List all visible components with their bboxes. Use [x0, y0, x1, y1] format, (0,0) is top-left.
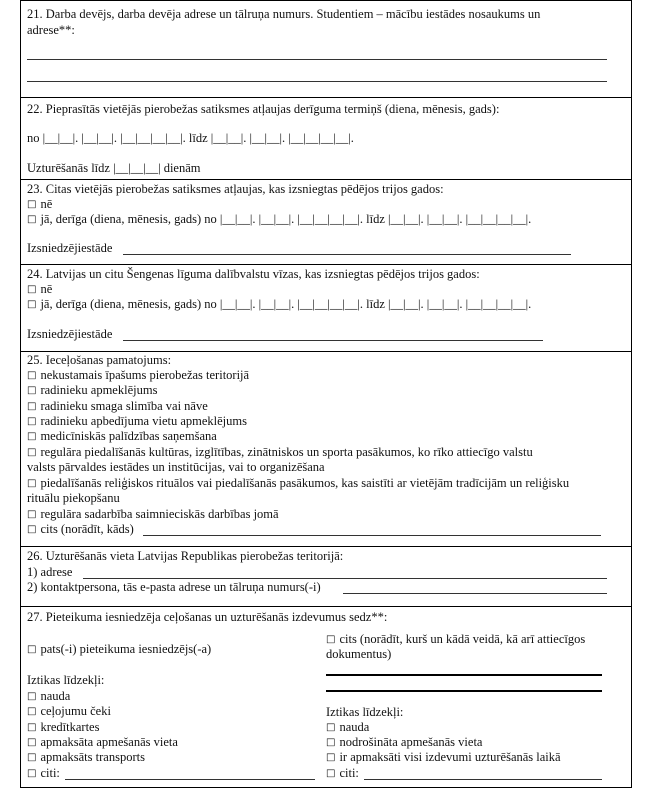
section-25-entry-reason	[20, 351, 632, 546]
checkbox-icon[interactable]: □	[27, 644, 37, 655]
s25-option-label: radinieku apmeklējums	[40, 383, 158, 397]
s27-means-left-title: Iztikas līdzekļi:	[27, 673, 105, 687]
s27-left-option-label: nauda	[40, 689, 71, 703]
s24-issuer-field[interactable]	[123, 340, 543, 341]
s27-left-option-2[interactable]	[27, 704, 111, 720]
checkbox-icon[interactable]: □	[27, 752, 37, 763]
s24-option-yes[interactable]	[27, 297, 531, 313]
s27-right-option-label: ir apmaksāti visi izdevumi uzturēšanās laikā	[339, 750, 561, 764]
s26-address-label: 1) adrese	[27, 565, 73, 579]
s27-right-option-2[interactable]	[326, 735, 482, 751]
s27-option-other-continued: dokumentus)	[326, 647, 392, 661]
checkbox-icon[interactable]: □	[27, 431, 37, 442]
s25-title: 25. Ieceļošanas pamatojums:	[27, 353, 172, 367]
s23-option-no-label: nē	[40, 197, 53, 211]
section-24-visas	[20, 264, 632, 351]
s25-option-2[interactable]	[27, 383, 157, 399]
s27-left-option-label: ceļojumu čeki	[40, 704, 111, 718]
s25-option-7-continued: rituālu piekopšanu	[27, 491, 120, 505]
s27-option-self[interactable]	[27, 642, 211, 658]
checkbox-icon[interactable]: □	[27, 447, 37, 458]
s21-label-line2: adrese**:	[27, 23, 75, 37]
s22-title: 22. Pieprasītās vietējās pierobežas satiksmes atļaujas derīguma termiņš (diena, mēnesis, gads):	[27, 102, 500, 116]
s27-left-option-4[interactable]	[27, 735, 178, 751]
s25-option-7[interactable]	[27, 476, 569, 492]
s25-option-8[interactable]	[27, 507, 279, 523]
s27-left-option-5[interactable]	[27, 750, 145, 766]
s25-option-label: piedalīšanās reliģiskos rituālos vai piedalīšanās pasākumos, kas saistīti ar vietējām tradīcijām un reliģisku	[40, 476, 570, 490]
s27-right-option-3[interactable]	[326, 750, 561, 766]
checkbox-icon[interactable]: □	[27, 722, 37, 733]
s27-means-right-title: Iztikas līdzekļi:	[326, 705, 404, 719]
s26-title: 26. Uzturēšanās vieta Latvijas Republikas pierobežas teritorijā:	[27, 549, 344, 563]
s23-issuer-label: Izsniedzējiestāde	[27, 241, 113, 255]
checkbox-icon[interactable]: □	[27, 299, 37, 310]
s23-option-no[interactable]	[27, 197, 52, 213]
s27-left-option-6[interactable]	[27, 766, 60, 782]
s25-option-label: medicīniskās palīdzības saņemšana	[40, 429, 217, 443]
s22-stay-days-field[interactable]: Uzturēšanās līdz |__|__|__| dienām	[27, 161, 201, 175]
checkbox-icon[interactable]: □	[27, 284, 37, 295]
s25-option-5[interactable]	[27, 429, 217, 445]
s23-option-yes[interactable]	[27, 212, 531, 228]
s25-option-4[interactable]	[27, 414, 247, 430]
checkbox-icon[interactable]: □	[326, 752, 336, 763]
s27-left-option-label: kredītkartes	[40, 720, 100, 734]
s23-option-yes-label: jā, derīga (diena, mēnesis, gads) no |__|__|. |__|__|. |__|__|__|__|. līdz |__|__|. |__|__|. |__|__|__|__|.	[40, 212, 532, 226]
s27-right-option-label: nodrošināta apmešanās vieta	[339, 735, 483, 749]
s25-other-field[interactable]	[143, 535, 601, 536]
checkbox-icon[interactable]: □	[326, 768, 336, 779]
checkbox-icon[interactable]: □	[326, 722, 336, 733]
s25-option-label: radinieku smaga slimība vai nāve	[40, 399, 208, 413]
s27-left-option-label: apmaksāta apmešanās vieta	[40, 735, 178, 749]
checkbox-icon[interactable]: □	[27, 214, 37, 225]
s21-label-line1: 21. Darba devējs, darba devēja adrese un tālruņa numurs. Studentiem – mācību iestādes nosaukums un	[27, 7, 541, 21]
checkbox-icon[interactable]: □	[326, 737, 336, 748]
s24-option-no-label: nē	[40, 282, 53, 296]
checkbox-icon[interactable]: □	[27, 691, 37, 702]
section-21-employer	[20, 0, 632, 97]
s25-option-label: radinieku apbedījuma vietu apmeklējums	[40, 414, 247, 428]
s27-right-option-label: nauda	[339, 720, 370, 734]
s27-left-option-label: apmaksāts transports	[40, 750, 145, 764]
s27-right-option-1[interactable]	[326, 720, 369, 736]
checkbox-icon[interactable]: □	[27, 737, 37, 748]
checkbox-icon[interactable]: □	[27, 706, 37, 717]
s27-other-field-2[interactable]	[326, 690, 602, 692]
s25-option-1[interactable]	[27, 368, 249, 384]
checkbox-icon[interactable]: □	[27, 370, 37, 381]
checkbox-icon[interactable]: □	[27, 199, 37, 210]
s23-issuer-field[interactable]	[123, 254, 571, 255]
section-27-expenses	[20, 606, 632, 788]
s27-option-other-label: cits (norādīt, kurš un kādā veidā, kā arī attiecīgos	[339, 632, 586, 646]
s27-left-option-3[interactable]	[27, 720, 99, 736]
checkbox-icon[interactable]: □	[27, 401, 37, 412]
s27-left-option-label: citi:	[40, 766, 60, 780]
s25-option-6[interactable]	[27, 445, 533, 461]
s26-address-field[interactable]	[83, 578, 607, 579]
s27-right-option-4[interactable]	[326, 766, 359, 782]
s27-right-option-label: citi:	[339, 766, 359, 780]
s26-contact-label: 2) kontaktpersona, tās e-pasta adrese un tālruņa numurs(-i)	[27, 580, 321, 594]
s25-option-label: regulāra sadarbība saimnieciskās darbības jomā	[40, 507, 279, 521]
checkbox-icon[interactable]: □	[326, 634, 336, 645]
s25-option-3[interactable]	[27, 399, 208, 415]
s27-other-field-1[interactable]	[326, 674, 602, 676]
checkbox-icon[interactable]: □	[27, 478, 37, 489]
s22-date-range-field[interactable]: no |__|__|. |__|__|. |__|__|__|__|. līdz |__|__|. |__|__|. |__|__|__|__|.	[27, 131, 354, 145]
s27-right-other-field[interactable]	[364, 779, 602, 780]
checkbox-icon[interactable]: □	[27, 509, 37, 520]
s24-option-no[interactable]	[27, 282, 52, 298]
checkbox-icon[interactable]: □	[27, 385, 37, 396]
s25-option-9[interactable]	[27, 522, 134, 538]
s27-left-option-1[interactable]	[27, 689, 70, 705]
s21-answer-line-1[interactable]	[27, 59, 607, 60]
s21-answer-line-2[interactable]	[27, 81, 607, 82]
s23-title: 23. Citas vietējās pierobežas satiksmes atļaujas, kas izsniegtas pēdējos trijos gados:	[27, 182, 444, 196]
s27-title: 27. Pieteikuma iesniedzēja ceļošanas un uzturēšanās izdevumus sedz**:	[27, 610, 388, 624]
checkbox-icon[interactable]: □	[27, 416, 37, 427]
s27-option-self-label: pats(-i) pieteikuma iesniedzējs(-a)	[40, 642, 212, 656]
s25-option-label: nekustamais īpašums pierobežas teritorijā	[40, 368, 250, 382]
s27-option-other[interactable]	[326, 632, 585, 648]
section-22-validity	[20, 97, 632, 179]
s24-option-yes-label: jā, derīga (diena, mēnesis, gads) no |__|__|. |__|__|. |__|__|__|__|. līdz |__|__|. |__|__|. |__|__|__|__|.	[40, 297, 532, 311]
s25-option-label: regulāra piedalīšanās kultūras, izglītības, zinātniskos un sporta pasākumos, ko rīko attiecīgo valstu	[40, 445, 533, 459]
s27-left-other-field[interactable]	[65, 779, 315, 780]
s24-issuer-label: Izsniedzējiestāde	[27, 327, 113, 341]
s26-contact-field[interactable]	[343, 593, 607, 594]
s25-option-6-continued: valsts pārvaldes iestādes un institūcijas, vai to organizēšana	[27, 460, 325, 474]
checkbox-icon[interactable]: □	[27, 524, 37, 535]
section-23-prior-permits	[20, 179, 632, 264]
checkbox-icon[interactable]: □	[27, 768, 37, 779]
s25-option-label: cits (norādīt, kāds)	[40, 522, 134, 536]
s24-title: 24. Latvijas un citu Šengenas līguma dalībvalstu vīzas, kas izsniegtas pēdējos trijos gados:	[27, 267, 480, 281]
section-26-residence	[20, 546, 632, 606]
